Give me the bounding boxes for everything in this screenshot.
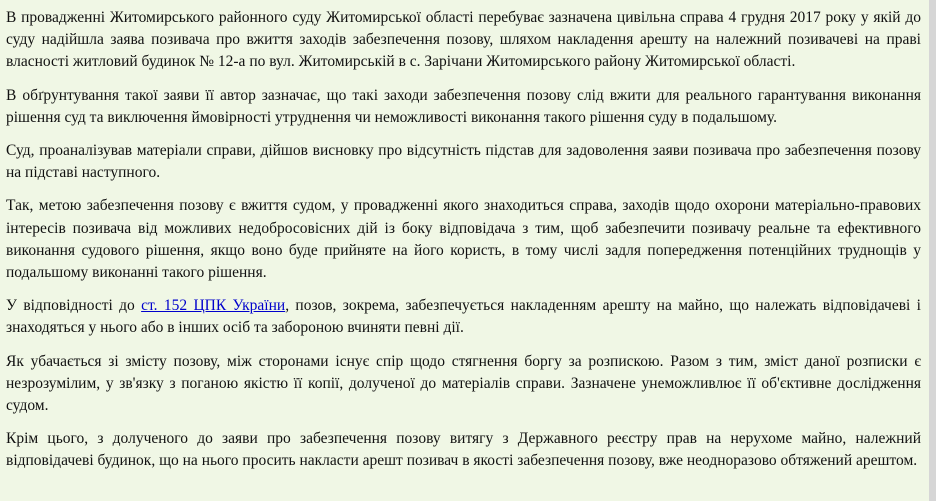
paragraph-2: В обґрунтування такої заяви її автор зазначає, що такі заходи забезпечення позову слід вжити для реального гарантування виконання рішення суд та виключення ймовірності утруднення чи неможливості виконання такого рішення суду в подальшому. bbox=[6, 86, 921, 126]
paragraph-5-text-after: , позов, зокрема, забезпечується накладенням арешту на майно, що належать відповідачеві і знаходяться у нього або в інших осіб та забороною вчиняти певні дії. bbox=[6, 297, 921, 337]
vertical-scrollbar[interactable] bbox=[929, 0, 936, 501]
paragraph-1: В провадженні Житомирського районного суду Житомирської області перебуває зазначена цивільна справа 4 грудня 2017 року у якій до суду надійшла заява позивача про вжиття заходів забезпечення позову, шляхом накладення арешту на належний позивачеві на праві власності житловий будинок № 12-а по вул. Житомирській в с. Зарічани Житомирського району Житомирської області. bbox=[6, 9, 921, 71]
paragraph-5-text-before: У відповідності до bbox=[6, 297, 142, 315]
paragraph-6: Як убачається зі змісту позову, між сторонами існує спір щодо стягнення боргу за розпискою. Разом з тим, зміст даної розписки є незрозумілим, у зв'язку з поганою якістю її копії, долученої до матеріалів справи. Зазначене унеможливлює її об'єктивне дослідження судом. bbox=[6, 352, 921, 415]
paragraph-7: Крім цього, з долученого до заяви про забезпечення позову витягу з Державного реєстру прав на нерухоме майно, належний відповідачеві будинок, що на нього просить накласти арешт позивач в якості забезпечення позову, вже неодноразово обтяжений арештом. bbox=[6, 430, 921, 470]
paragraph-3: Суд, проаналізував матеріали справи, дійшов висновку про відсутність підстав для задоволення заяви позивача про забезпечення позову на підставі наступного. bbox=[6, 142, 921, 182]
paragraph-5 bbox=[6, 295, 921, 339]
law-article-link[interactable]: ст. 152 ЦПК України bbox=[141, 297, 286, 315]
paragraph-4: Так, метою забезпечення позову є вжиття судом, у провадженні якого знаходиться справа, заходів щодо охорони матеріально-правових інтересів позивача від можливих недобросовісних дій із боку відповідача з тим, щоб забезпечити позивачу реальне та ефективного виконання судового рішення, якщо воно буде прийняте на його користь, в тому числі задля попередження потенційних труднощів у подальшому виконанні такого рішення. bbox=[6, 197, 921, 282]
scrollbar-thumb[interactable] bbox=[929, 0, 936, 501]
